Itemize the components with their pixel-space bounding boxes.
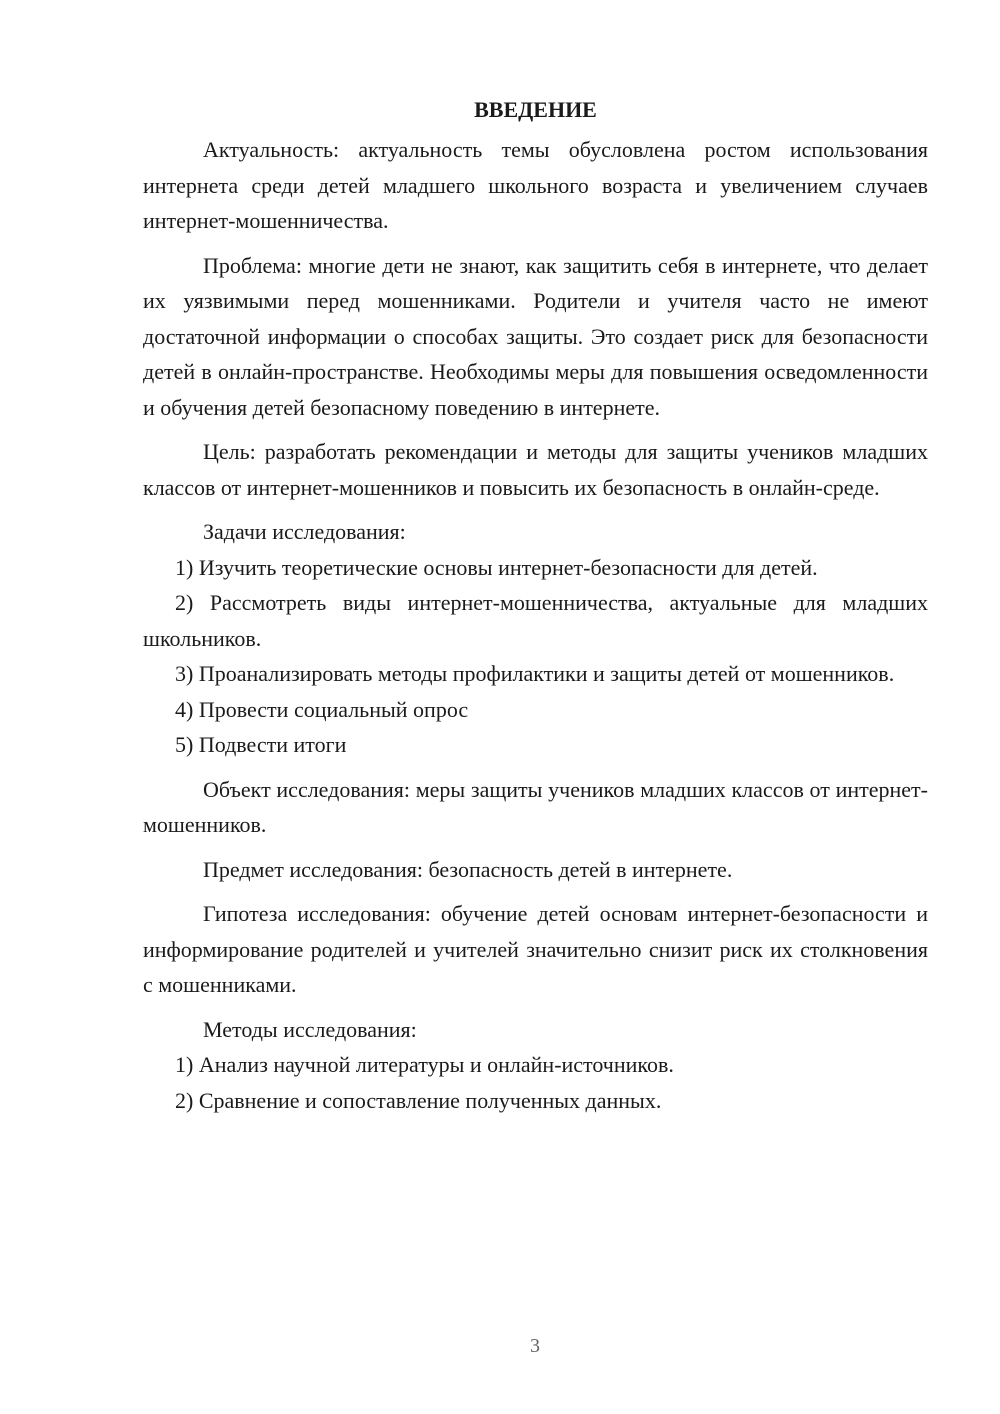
method-item-2: 2) Сравнение и сопоставление полученных данных.	[175, 1087, 662, 1113]
tasks-title: Задачи исследования:	[203, 519, 406, 544]
hypothesis-paragraph: Гипотеза исследования: обучение детей основам интернет-безопасности и информирование родителей и учителей значительно снизит риск их столкновения с мошенниками.	[143, 901, 928, 997]
page-number: 3	[530, 1335, 540, 1357]
task-item-5: 5) Подвести итоги	[175, 732, 347, 757]
task-item-1: 1) Изучить теоретические основы интернет-безопасности для детей.	[175, 554, 818, 580]
problem-paragraph: Проблема: многие дети не знают, как защитить себя в интернете, что делает их уязвимыми перед мошенниками. Родители и учителя часто не имеют достаточной информации о способах защиты. Это создает риск для безопасности детей в онлайн-пространстве. Необходимы меры для повышения осведомленности и обучения детей безопасному поведению в интернете.	[143, 252, 928, 420]
methods-title: Методы исследования:	[203, 1016, 417, 1042]
object-paragraph: Объект исследования: меры защиты учеников младших классов от интернет-мошенников.	[143, 776, 928, 837]
document-content	[143, 94, 928, 1118]
section-heading: ВВЕДЕНИЕ	[474, 97, 597, 122]
method-item-1: 1) Анализ научной литературы и онлайн-источников.	[175, 1052, 674, 1077]
relevance-paragraph: Актуальность: актуальность темы обусловлена ростом использования интернета среди детей младшего школьного возраста и увеличением случаев интернет-мошенничества.	[143, 137, 928, 233]
task-item-2: 2) Рассмотреть виды интернет-мошенничества, актуальные для младших школьников.	[143, 590, 928, 651]
goal-paragraph: Цель: разработать рекомендации и методы для защиты учеников младших классов от интернет-мошенников и повысить их безопасность в онлайн-среде.	[143, 439, 928, 500]
task-item-4: 4) Провести социальный опрос	[175, 696, 469, 722]
task-item-3: 3) Проанализировать методы профилактики и защиты детей от мошенников.	[175, 661, 895, 686]
subject-paragraph: Предмет исследования: безопасность детей в интернете.	[203, 856, 733, 882]
